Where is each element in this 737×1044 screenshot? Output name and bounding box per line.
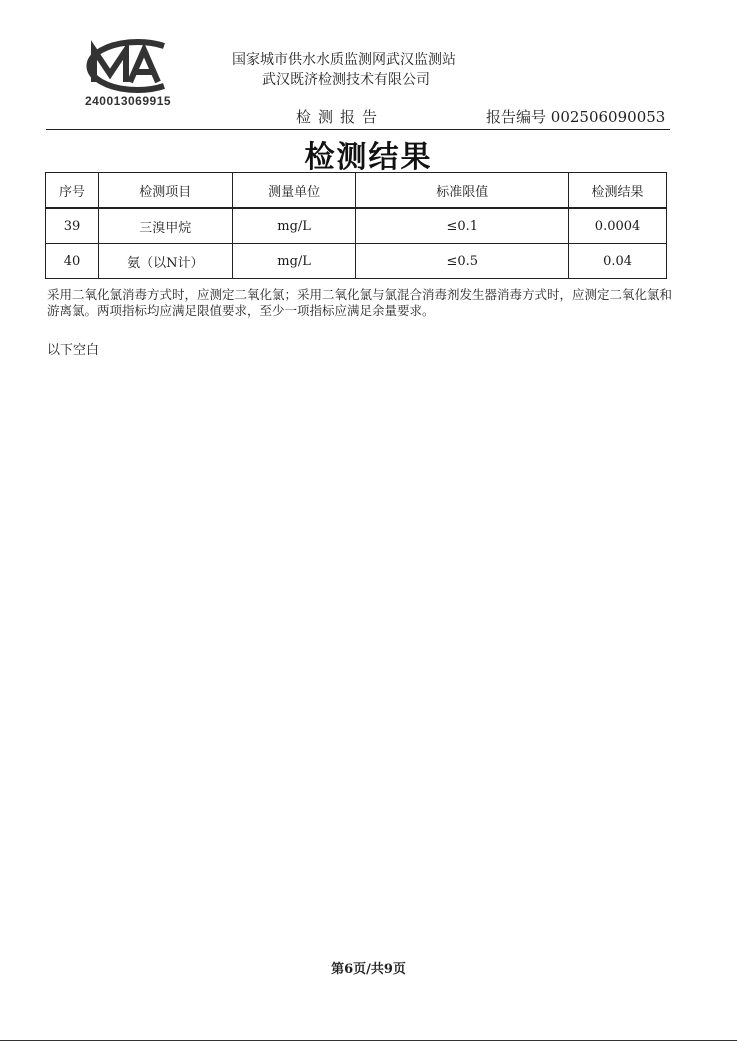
cma-logo [72, 36, 182, 96]
org-line-1: 国家城市供水水质监测网武汉监测站 [232, 52, 456, 68]
cell-limit: ≤0.5 [356, 244, 569, 279]
column-header-result: 检测结果 [569, 173, 667, 209]
cell-limit: ≤0.1 [356, 208, 569, 244]
table-row [46, 244, 667, 279]
blank-below-notice: 以下空白 [47, 343, 100, 358]
column-header-unit: 测量单位 [232, 173, 356, 209]
page-number: 第6页/共9页 [331, 962, 406, 977]
organization-name [232, 50, 492, 90]
cell-no: 40 [46, 244, 99, 279]
report-label: 检测报告 [296, 108, 385, 126]
cell-unit: mg/L [232, 244, 356, 279]
table-note: 采用二氧化氯消毒方式时，应测定二氧化氯；采用二氧化氯与氯混合消毒剂发生器消毒方式时，应测定二氧化氯和游离氯。两项指标均应满足限值要求，至少一项指标应满足余量要求。 [47, 287, 673, 318]
column-header-limit: 标准限值 [356, 173, 569, 209]
header-divider [46, 129, 670, 130]
report-number [486, 106, 665, 127]
column-header-no: 序号 [46, 173, 99, 209]
cell-result: 0.04 [569, 244, 667, 279]
cell-no: 39 [46, 208, 99, 244]
report-number-value: 002506090053 [550, 108, 666, 126]
column-header-item: 检测项目 [98, 173, 232, 209]
cell-item: 氨（以N计） [98, 244, 232, 279]
org-line-2: 武汉既济检测技术有限公司 [262, 72, 430, 88]
page-title: 检测结果 [304, 140, 433, 175]
cell-result: 0.0004 [569, 208, 667, 244]
cma-code: 240013069915 [84, 94, 172, 108]
footer-divider [0, 1040, 737, 1041]
results-table [45, 172, 667, 279]
table-header-row [46, 173, 667, 209]
cell-unit: mg/L [232, 208, 356, 244]
cell-item: 三溴甲烷 [98, 208, 232, 244]
table-row [46, 208, 667, 244]
report-number-label: 报告编号 [486, 108, 547, 126]
